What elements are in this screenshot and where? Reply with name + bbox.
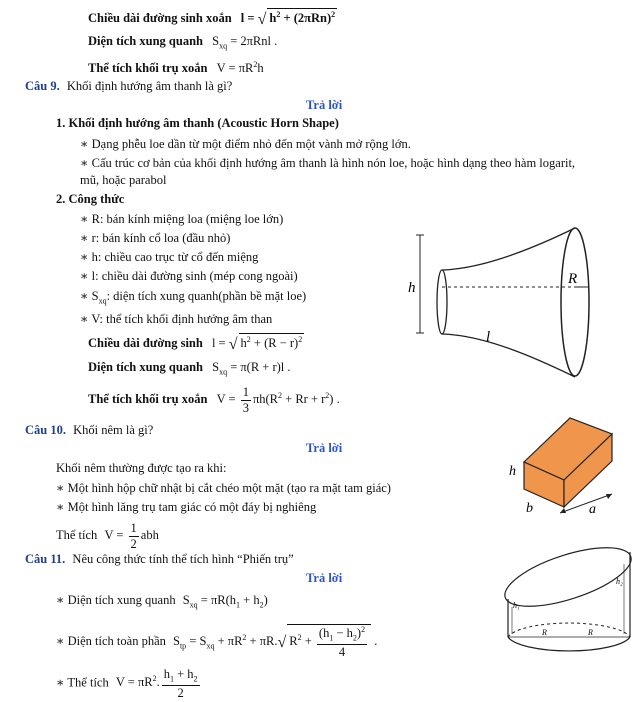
text: Một hình lăng trụ tam giác có một đáy bị nghiêng: [67, 500, 317, 514]
formula: l = √ $h^2 + (2\pi Rn)^2$: [240, 10, 336, 29]
horn-throat: [437, 270, 447, 334]
top-volume-line: [88, 60, 264, 76]
slab-label-R2: R: [588, 628, 593, 637]
slab-label-R1: R: [542, 628, 547, 637]
q9-f3: ∗ h: chiều cao trục từ cổ đến miệng: [80, 250, 259, 264]
label: Diện tích xung quanh: [88, 360, 203, 374]
text: : diện tích xung quanh(phần bề mặt loe): [106, 289, 307, 303]
slab-top-ellipse: [500, 536, 635, 619]
label: Thể tích: [56, 527, 98, 542]
slab-figure: [500, 512, 635, 662]
label: Chiều dài đường sinh xoắn: [88, 11, 232, 26]
label: Thể tích: [67, 675, 109, 690]
q9-length-line: [88, 333, 304, 354]
horn-label-R: R: [568, 271, 578, 287]
q9-heading: [25, 79, 232, 94]
formula: $V = \pi R^2$. $\frac{h_1 + h_2}{2}$: [115, 667, 198, 700]
label: Diện tích toàn phần: [67, 633, 166, 648]
q9-f5: ∗ $S_{xq}$: diện tích xung quanh(phần bề mặt loe): [80, 289, 307, 306]
q9-bullet-1: ∗ Dạng phễu loe dần từ một điểm nhỏ đến một vành mở rộng lớn.: [80, 137, 411, 151]
q9-answer-label: Trả lời: [306, 98, 343, 112]
horn-mouth: [561, 228, 589, 376]
horn-label-l: l: [486, 329, 491, 345]
wedge-label-a: a: [589, 502, 596, 517]
q9-section-1: 1. Khối định hướng âm thanh (Acoustic Horn Shape): [56, 116, 339, 130]
text: h: chiều cao trục từ cổ đến miệng: [91, 250, 259, 264]
formula: V = $\frac{1}{2}$ abh: [104, 521, 159, 551]
label: Thể tích khối trụ xoắn: [88, 391, 208, 406]
q11-bullet-3: ∗ Thể tích $V = \pi R^2$. $\frac{h_1 + h_2}{2}$: [56, 668, 202, 699]
top-length-line: [88, 8, 337, 29]
formula: $S_{xq} = 2\pi Rnl$ .: [212, 34, 278, 51]
q11-answer-label: Trả lời: [306, 571, 343, 585]
q9-section-2: 2. Công thức: [56, 192, 125, 206]
q9-area-line: [88, 360, 291, 377]
wedge-figure: [500, 410, 625, 522]
formula: $S_{xq} = \pi R(h_1 + h_2)$: [182, 593, 268, 610]
q10-volume-line: [56, 522, 159, 550]
label: Diện tích xung quanh: [67, 593, 176, 607]
q10-intro: Khối nêm thường được tạo ra khi:: [56, 461, 227, 475]
q9-volume-line: [88, 386, 340, 414]
q10-title: Câu 10.: [25, 423, 66, 437]
formula: l = √ $h^2 + (R - r)^2$: [211, 335, 303, 354]
q11-heading: [25, 552, 294, 567]
q11-bullet-2: ∗ Diện tích toàn phần $S_{tp} = S_{xq} + \pi R^2 + \pi R.√$ $R^2$ + $\frac{(h_1 - h_2)^2}{4}$ .: [56, 625, 378, 659]
q10-bullet-2: ∗ Một hình lăng trụ tam giác có một đáy bị nghiêng: [56, 500, 317, 514]
wedge-arrow-a: [606, 494, 612, 499]
q11-question: Nêu công thức tính thể tích hình “Phiến trụ”: [72, 552, 294, 566]
label: Thể tích khối trụ xoắn: [88, 61, 208, 76]
q10-bullet-1: ∗ Một hình hộp chữ nhật bị cắt chéo một mặt (tạo ra mặt tam giác): [56, 481, 391, 495]
q9-title: Câu 9.: [25, 79, 60, 93]
q9-f1: ∗ R: bán kính miệng loa (miệng loe lớn): [80, 212, 284, 226]
horn-figure: [400, 225, 605, 380]
q10-question: Khối nêm là gì?: [73, 423, 154, 437]
q9-f2: ∗ r: bán kính cổ loa (đầu nhỏ): [80, 231, 231, 245]
label: Diện tích xung quanh: [88, 34, 203, 48]
slab-label-h2: h₂: [616, 577, 623, 586]
text: Một hình hộp chữ nhật bị cắt chéo một mặt (tạo ra mặt tam giác): [67, 481, 391, 495]
text: Cấu trúc cơ bản của khối định hướng âm thanh là hình nón loe, hoặc hình dạng theo hàm logarit,: [91, 156, 576, 170]
q9-f4: ∗ l: chiều dài đường sinh (mép cong ngoài): [80, 269, 298, 283]
wedge-label-b: b: [526, 501, 533, 516]
slab-base-front: [508, 637, 630, 651]
formula: $V = \pi R^2h$: [216, 60, 264, 76]
text: V: thể tích khối định hướng âm than: [91, 312, 273, 326]
wedge-label-h: h: [509, 464, 516, 479]
q9-bullet-2-cont: mũ, hoặc parabol: [80, 173, 167, 187]
q10-heading: [25, 423, 153, 438]
text: r: bán kính cổ loa (đầu nhỏ): [91, 231, 231, 245]
formula: $S_{xq} = \pi(R + r)l$ .: [212, 360, 291, 377]
label: Chiều dài đường sinh: [88, 336, 203, 351]
horn-bottom-edge: [442, 334, 575, 377]
formula: V = $\frac{1}{3}$ $\pi h(R^2 + Rr + r^2)$ .: [216, 385, 340, 415]
horn-top-edge: [442, 228, 575, 270]
q11-title: Câu 11.: [25, 552, 66, 566]
top-area-line: [88, 34, 277, 51]
q9-f6: ∗ V: thể tích khối định hướng âm than: [80, 312, 273, 326]
text: R: bán kính miệng loa (miệng loe lớn): [91, 212, 284, 226]
slab-label-h1: h₁: [513, 601, 520, 610]
q9-bullet-2: ∗ Cấu trúc cơ bản của khối định hướng âm thanh là hình nón loe, hoặc hình dạng theo hàm logarit,: [80, 156, 576, 170]
slab-base-back: [508, 623, 630, 637]
horn-label-h: h: [408, 280, 416, 296]
q9-question: Khối định hướng âm thanh là gì?: [66, 79, 233, 93]
q10-answer-label: Trả lời: [306, 441, 343, 455]
text: Dạng phễu loe dần từ một điểm nhỏ đến một vành mở rộng lớn.: [91, 137, 411, 151]
text: l: chiều dài đường sinh (mép cong ngoài): [91, 269, 298, 283]
formula: $S_{tp} = S_{xq} + \pi R^2 + \pi R.√$ $R^2$ + $\frac{(h_1 - h_2)^2}{4}$ .: [173, 625, 378, 659]
q11-bullet-1: ∗ Diện tích xung quanh $S_{xq} = \pi R(h_1 + h_2)$: [56, 593, 268, 610]
